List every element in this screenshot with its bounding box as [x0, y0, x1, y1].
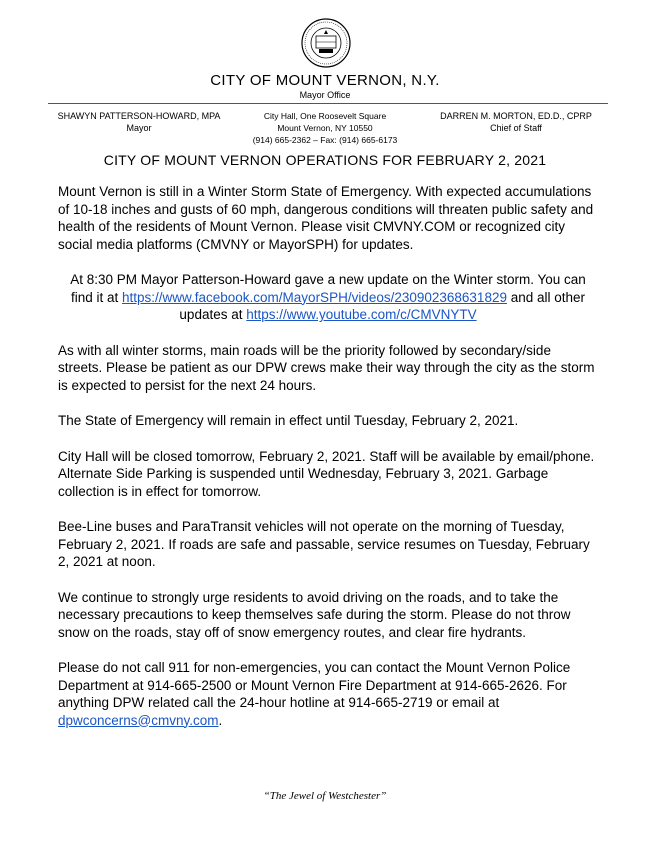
paragraph-update: [58, 271, 598, 324]
chief-of-staff-block: [424, 110, 608, 134]
paragraph-precautions: We continue to strongly urge residents to avoid driving on the roads, and to take the necessary precautions to keep themselves safe during the storm. Please do not throw snow on the roads, stay off of snow emergency routes, and clear fire hydrants.: [58, 589, 571, 640]
paragraph-contacts: [58, 659, 598, 729]
city-seal-icon: [301, 18, 351, 68]
paragraph-roads: As with all winter storms, main roads will be the priority followed by secondary/side streets. Please be patient as our DPW crews make their way through the city as the storm is expected to persist for the next 24 hours.: [58, 342, 595, 393]
facebook-video-link[interactable]: https://www.facebook.com/MayorSPH/videos/230902368631829: [121, 289, 507, 305]
document-body: [58, 183, 598, 747]
contacts-end: .: [218, 712, 223, 728]
address-line-2: Mount Vernon, NY 10550: [277, 123, 373, 133]
document-title: CITY OF MOUNT VERNON OPERATIONS FOR FEBRUARY 2, 2021: [103, 152, 547, 168]
phone-fax-line: (914) 665-2362 – Fax: (914) 665-6173: [252, 135, 398, 145]
youtube-channel-link[interactable]: https://www.youtube.com/c/CMVNYTV: [246, 307, 477, 322]
update-text-a: At 8:30 PM Mayor Patterson-Howard gave a new update on the Winter storm. You can find it at: [70, 272, 586, 305]
address-block: [240, 110, 410, 146]
paragraph-buses: Bee-Line buses and ParaTransit vehicles will not operate on the morning of Tuesday, February 2, 2021. If roads are safe and passable, service resumes on Tuesday, February 2, 2021 at noon.: [58, 519, 590, 569]
city-title: CITY OF MOUNT VERNON, N.Y.: [210, 72, 440, 89]
mayor-name: SHAWYN PATTERSON-HOWARD, MPA: [57, 111, 221, 121]
header-divider: [48, 103, 608, 104]
address-line-1: City Hall, One Roosevelt Square: [263, 111, 387, 121]
paragraph-city-hall: City Hall will be closed tomorrow, February 2, 2021. Staff will be available by email/phone. Alternate Side Parking is suspended until Wednesday, February 3, 2021. Garbage collection is in effect for tomorrow.: [58, 448, 595, 499]
chief-of-staff-title: Chief of Staff: [490, 123, 542, 133]
mayor-title: Mayor: [126, 123, 152, 133]
contacts-text: Please do not call 911 for non-emergencies, you can contact the Mount Vernon Police Department at 914-665-2500 or Mount Vernon Fire Department at 914-665-2626. For anything DPW related call the 24-hour hotline at 914-665-2719 or email at: [58, 660, 571, 710]
paragraph-emergency: Mount Vernon is still in a Winter Storm State of Emergency. With expected accumulations of 10-18 inches and gusts of 60 mph, dangerous conditions will threaten public safety and health of the residents of Mount Vernon. Please visit CMVNY.COM or recognized city social media platforms (CMVNY or MayorSPH) for updates.: [58, 184, 594, 252]
office-label: Mayor Office: [299, 90, 351, 100]
mayor-block: [48, 110, 230, 134]
dpw-email-link[interactable]: dpwconcerns@cmvny.com: [58, 712, 219, 728]
footer-tagline: “The Jewel of Westchester”: [263, 790, 387, 802]
chief-of-staff-name: DARREN M. MORTON, ED.D., CPRP: [440, 111, 592, 121]
paragraph-state-of-emergency: The State of Emergency will remain in effect until Tuesday, February 2, 2021.: [58, 413, 519, 428]
update-text-b: and all other updates at: [179, 289, 586, 322]
